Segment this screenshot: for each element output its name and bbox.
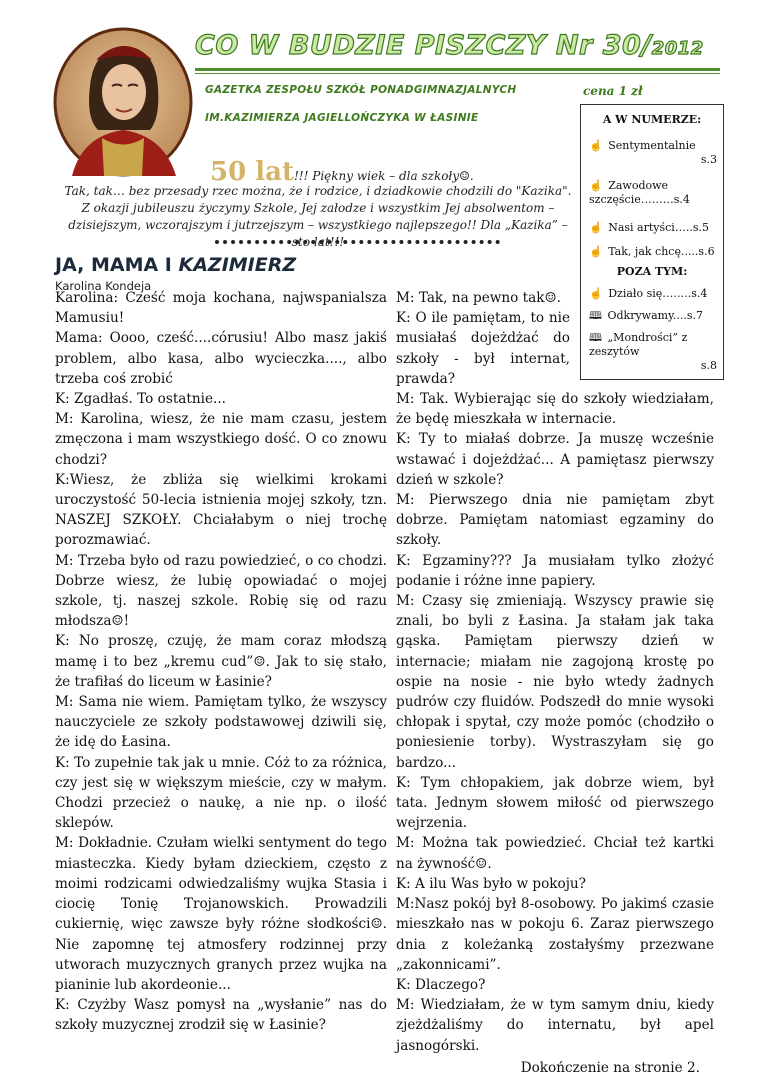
masthead-title: CO W BUDZIE PISZCZY Nr 30/2012 (195, 30, 704, 61)
toc-heading-2: POZA TYM: (616, 265, 688, 278)
article-paragraph: Mama: Oooo, cześć....córusiu! Albo masz jakiś problem, albo kasa, albo wycieczka...., albo trzeba coś zrobić (55, 330, 387, 387)
article-paragraph: K: Zgadłaś. To ostatnie... (55, 391, 226, 408)
article-paragraph: M: Wiedziałam, że w tym samym dniu, kiedy zjeżdżaliśmy do internatu, był apel jasnogórski. (396, 997, 714, 1054)
continued-note: Dokończenie na stronie 2. (520, 1059, 700, 1076)
article-headline: JA, MAMA I KAZIMIERZ (55, 254, 297, 276)
intro-text: Tak, tak… bez przesady rzec można, że i rodzice, i dziadkowie chodzili do "Kazika". Z okazji jubileuszu życzymy Szkole, Jej załodze i wszystkim Jej absolwentom – dzisiejszym, wczorajszym i jutrzejszym – wszystkiego najlepszego!! Dla „Kazika” – sto lat!!! (64, 184, 572, 249)
article-author: Karolina Kondeja (55, 279, 152, 293)
article-paragraph: M: Tak, na pewno tak☺. (396, 290, 561, 306)
pointing-hand-icon: ☝ (589, 179, 603, 192)
article-paragraph: M: Trzeba było od razu powiedzieć, o co chodzi. Dobrze wiesz, że lubię opowiadać o mojej szkole, tj. naszej szkole. Robię się od razu młodsza☺! (55, 552, 387, 630)
article-paragraph: K: O ile pamiętam, to nie musiałaś dojeżdżać do szkoły - był internat, prawda? (396, 310, 570, 387)
article-paragraph: M:Nasz pokój był 8-osobowy. Po jakimś czasie mieszkało nas w pokoju 6. Zaraz pierwszego dnia z koleżanką zostałyśmy przezwane „zakonnicami”. (396, 896, 714, 973)
article-paragraph: M: Pierwszego dnia nie pamiętam zbyt dobrze. Pamiętam natomiast egzaminy do szkoły. (396, 492, 714, 549)
masthead-rule (195, 68, 720, 71)
pointing-hand-icon: ☝ (589, 139, 603, 152)
article-paragraph: M: Tak. Wybierając się do szkoły wiedziałam, że będę mieszkała w internacie. (396, 391, 714, 428)
toc-item[interactable]: ☝ Działo się……..s.4 (589, 287, 708, 300)
dotted-divider (215, 240, 500, 244)
toc-item[interactable]: 🕮 Odkrywamy....s.7 (589, 309, 703, 322)
pointing-hand-icon: ☝ (589, 287, 603, 300)
subtitle-line-2: IM.KAZIMIERZA JAGIELLOŃCZYKA W ŁASINIE (205, 112, 479, 124)
article-paragraph: M: Czasy się zmieniają. Wszyscy prawie się znali, bo byli z Łasina. Ja stałam jak taka gąska. Pamiętam pierwszy dzień w internacie; miałam nie zagojoną krostę po ospie na nosie - nie było wtedy żadnych pudrów czy fluidów. Podszedł do mnie wysoki chłopak i spytał, czy może pomóc (chodziło o poniesienie torby). Wystraszyłam się go bardzo... (396, 593, 714, 771)
article-paragraph: K: Dlaczego? (396, 976, 486, 993)
article-paragraph: M: Dokładnie. Czułam wielki sentyment do tego miasteczka. Kiedy byłam dzieckiem, często z moimi rodzicami odwiedzaliśmy wujka Stasia i ciocię Tonię Trojanowskich. Prowadzili cukiernię, więc zawsze były różne słodkości☺. Nie zapomnę tej atmosfery rodzinnej przy utworach muzycznych granych przez wujka na pianinie lub akordeonie... (55, 835, 387, 993)
toc-heading: A W NUMERZE: (602, 113, 702, 126)
toc-item[interactable]: ☝ Tak, jak chcę.....s.6 (589, 245, 715, 258)
masthead-rule-thin (195, 73, 720, 74)
subtitle-line-1: GAZETKA ZESPOŁU SZKÓŁ PONADGIMNAZJALNYCH (205, 84, 517, 96)
article-paragraph: M: Karolina, wiesz, że nie mam czasu, jestem zmęczona i mam wszystkiego dość. O co znowu chodzi? (55, 411, 387, 468)
article-paragraph: K: Egzaminy??? Ja musiałam tylko złożyć podanie i różne inne papiery. (396, 552, 714, 589)
toc-item[interactable]: ☝ Sentymentalnie s.3 (589, 139, 717, 166)
article-paragraph: K: A ilu Was było w pokoju? (396, 875, 586, 892)
article-paragraph: Karolina: Cześć moja kochana, najwspanialsza Mamusiu! (55, 290, 387, 327)
portrait-image (52, 26, 194, 178)
book-icon: 🕮 (589, 331, 602, 344)
toc-item[interactable]: ☝ Nasi artyści…..s.5 (589, 221, 709, 234)
toc-item[interactable]: ☝ Zawodowe szczęście………s.4 (589, 179, 690, 206)
article-paragraph: K: To zupełnie tak jak u mnie. Cóż to za różnica, czy jest się w większym mieście, czy w małym. Chodzi przecież o naukę, a nie np. o ilość sklepów. (55, 754, 387, 832)
book-icon: 🕮 (589, 309, 602, 322)
anniversary-heading: 50 lat!!! Piękny wiek – dla szkoły☺. (210, 157, 474, 187)
article-paragraph: K: Tym chłopakiem, jak dobrze wiem, był tata. Jednym słowem miłość od pierwszego wejrzenia. (396, 774, 714, 832)
pointing-hand-icon: ☝ (589, 245, 603, 258)
article-paragraph: K: Czyżby Wasz pomysł na „wysłanie” nas do szkoły muzycznej zrodził się w Łasinie? (55, 997, 387, 1034)
pointing-hand-icon: ☝ (589, 221, 603, 234)
article-column-right (396, 288, 714, 1078)
article-paragraph: M: Można tak powiedzieć. Chciał też kartki na żywność☺. (396, 835, 714, 872)
toc-item[interactable]: 🕮 „Mondrości” z zeszytów s.8 (589, 331, 717, 372)
article-paragraph: K:Wiesz, że zbliża się wielkimi krokami uroczystość 50-lecia istnienia mojej szkoły, tzn. NASZEJ SZKOŁY. Chciałabym o niej trochę porozmawiać. (55, 471, 387, 549)
article-paragraph: K: Ty to miałaś dobrze. Ja muszę wcześnie wstawać i dojeżdżać... A pamiętasz pierwszy dzień w szkole? (396, 431, 714, 488)
price-label: cena 1 zł (583, 84, 643, 98)
article-paragraph: M: Sama nie wiem. Pamiętam tylko, że wszyscy nauczyciele ze szkoły podstawowej dziwili się, że idę do Łasina. (55, 694, 387, 751)
article-column-left (55, 288, 387, 1036)
article-paragraph: K: No proszę, czuję, że mam coraz młodszą mamę i to bez „kremu cud”☺. Jak to się stało, że trafiłaś do liceum w Łasinie? (55, 633, 387, 690)
